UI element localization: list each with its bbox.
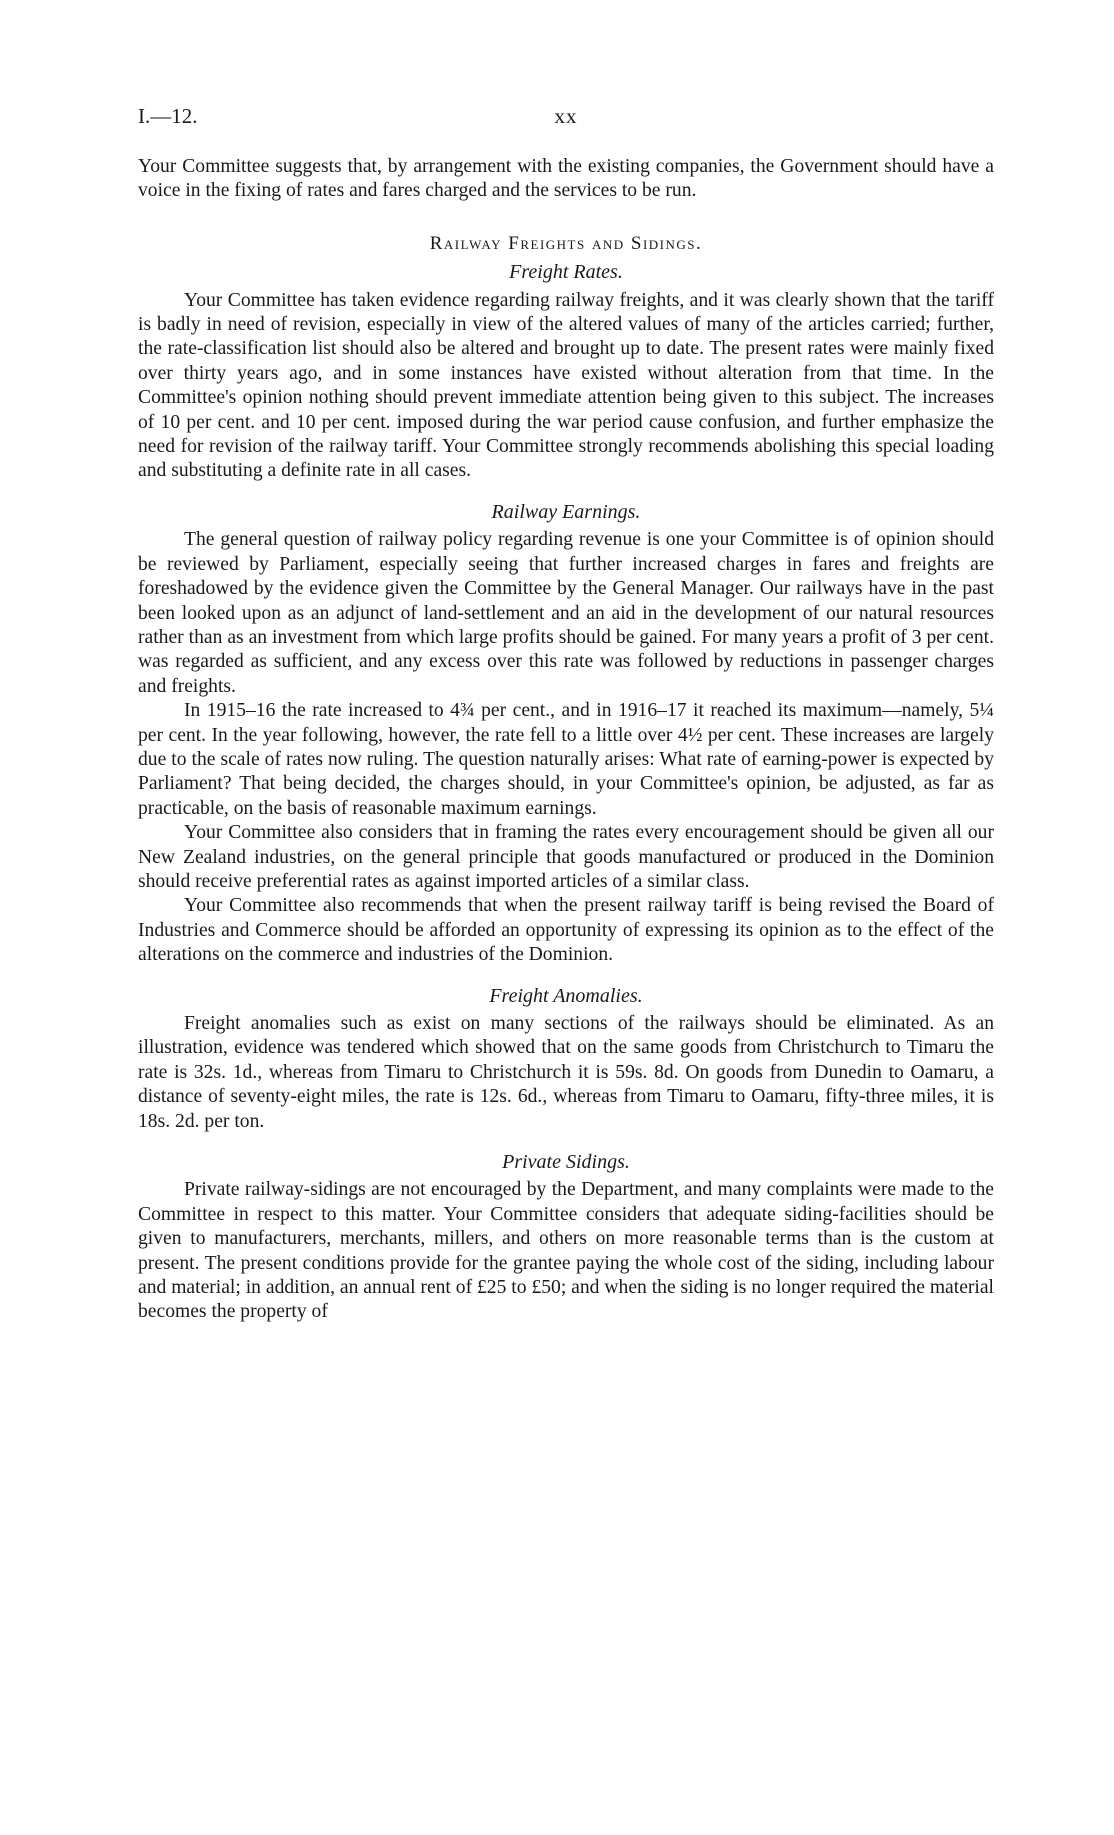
private-sidings-heading: Private Sidings. <box>502 1151 630 1174</box>
railway-earnings-paragraph-1: The general question of railway policy regarding revenue is one your Committee is of opinion should be reviewed by Parliament, especially seeing that further increased charges in fares and freights are foreshadowed by the evidence given the Committee by the General Manager. Our railways have in the past been looked upon as an adjunct of land-settlement and an aid in the development of our natural resources rather than as an investment from which large profits should be gained. For many years a profit of 3 per cent. was regarded as sufficient, and any excess over this rate was followed by reductions in passenger charges and freights. <box>138 529 994 697</box>
railway-earnings-paragraph-4: Your Committee also recommends that when the present railway tariff is being revised the Board of Industries and Commerce should be afforded an opportunity of expressing its opinion as to the effect of the alterations on the commerce and industries of the Dominion. <box>138 895 994 966</box>
freight-anomalies-heading: Freight Anomalies. <box>489 984 643 1007</box>
section-title: Railway Freights and Sidings. <box>429 232 703 254</box>
freight-anomalies-paragraph: Freight anomalies such as exist on many sections of the railways should be eliminated. As an illustration, evidence was tendered which showed that on the same goods from Christchurch to Timaru the rate is 32s. 1d., whereas from Timaru to Christchurch it is 59s. 8d. On goods from Dunedin to Oamaru, a distance of seventy-eight miles, the rate is 12s. 6d., whereas from Timaru to Oamaru, fifty-three miles, it is 18s. 2d. per ton. <box>138 1013 994 1132</box>
railway-earnings-paragraph-3: Your Committee also considers that in framing the rates every encouragement should be given all our New Zealand industries, on the general principle that goods manufactured or produced in the Dominion should receive preferential rates as against imported articles of a similar class. <box>138 822 994 892</box>
freight-rates-paragraph: Your Committee has taken evidence regarding railway freights, and it was clearly shown that the tariff is badly in need of revision, especially in view of the altered values of many of the articles carried; further, the rate-classification list should also be altered and brought up to date. The present rates were mainly fixed over thirty years ago, and in some instances have existed without alteration from that time. In the Committee's opinion nothing should prevent immediate attention being given to this subject. The increases of 10 per cent. and 10 per cent. imposed during the war period cause confusion, and further emphasize the need for revision of the railway tariff. Your Committee strongly recommends abolishing this special loading and substituting a definite rate in all cases. <box>138 289 994 482</box>
railway-earnings-heading: Railway Earnings. <box>491 500 641 523</box>
page-header <box>138 104 994 134</box>
page-number: xx <box>554 104 578 128</box>
private-sidings-paragraph: Private railway-sidings are not encouraged by the Department, and many complaints were made to the Committee in respect to this matter. Your Committee considers that adequate siding-facilities should be given to manufacturers, merchants, millers, and others on more reasonable terms than is the custom at present. The present conditions provide for the grantee paying the whole cost of the siding, including labour and material; in addition, an annual rent of £25 to £50; and when the siding is no longer required the material becomes the property of <box>138 1179 994 1323</box>
document-reference: I.—12. <box>138 104 198 128</box>
railway-earnings-paragraph-2: In 1915–16 the rate increased to 4¾ per cent., and in 1916–17 it reached its maximum—namely, 5¼ per cent. In the year following, however, the rate fell to a little over 4½ per cent. These increases are largely due to the scale of rates now ruling. The question naturally arises: What rate of earning-power is expected by Parliament? That being decided, the charges should, in your Committee's opinion, be adjusted, as far as practicable, on the basis of reasonable maximum earnings. <box>138 700 994 819</box>
document-body <box>138 155 994 1325</box>
freight-rates-heading: Freight Rates. <box>509 261 623 284</box>
intro-paragraph: Your Committee suggests that, by arrangement with the existing companies, the Government should have a voice in the fixing of rates and fares charged and the services to be run. <box>138 156 994 202</box>
